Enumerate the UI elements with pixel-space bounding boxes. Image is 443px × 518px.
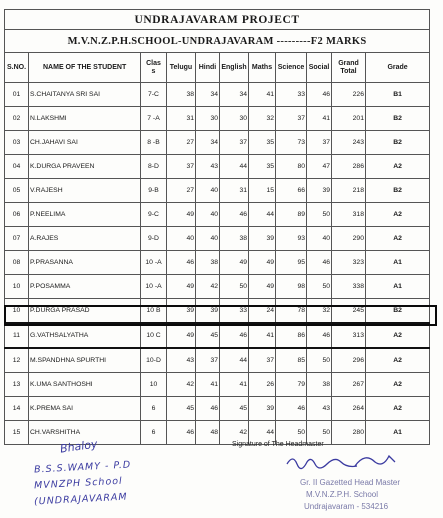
mark-science: 89 — [276, 203, 307, 227]
mark-hindi: 39 — [196, 299, 220, 324]
table-row — [5, 131, 430, 155]
mark-maths: 44 — [249, 421, 276, 445]
mark-telugu: 38 — [167, 83, 196, 107]
grand-total: 323 — [332, 251, 366, 275]
col-science: Science — [276, 53, 307, 83]
student-class: 9-C — [141, 203, 167, 227]
mark-telugu: 27 — [167, 131, 196, 155]
mark-science: 46 — [276, 397, 307, 421]
stamp-line-2: M.V.N.Z.P.H. School — [306, 490, 379, 499]
mark-maths: 41 — [249, 323, 276, 348]
mark-english: 46 — [220, 323, 249, 348]
student-name: A.RAJES — [29, 227, 141, 251]
student-name: M.SPANDHNA SPURTHI — [29, 348, 141, 373]
mark-social: 46 — [307, 83, 332, 107]
student-sno: 10 — [5, 275, 29, 299]
mark-hindi: 37 — [196, 348, 220, 373]
student-sno: 13 — [5, 373, 29, 397]
mark-telugu: 46 — [167, 251, 196, 275]
headmaster-signature-label: Signature of The Headmaster — [232, 441, 324, 448]
mark-english: 44 — [220, 348, 249, 373]
mark-hindi: 30 — [196, 107, 220, 131]
table-row — [5, 373, 430, 397]
mark-telugu: 49 — [167, 323, 196, 348]
grade-cell: A1 — [366, 275, 430, 299]
mark-telugu: 49 — [167, 203, 196, 227]
grand-total: 338 — [332, 275, 366, 299]
mark-maths: 39 — [249, 397, 276, 421]
mark-science: 93 — [276, 227, 307, 251]
mark-telugu: 31 — [167, 107, 196, 131]
student-class: 8-D — [141, 155, 167, 179]
mark-social: 41 — [307, 107, 332, 131]
mark-english: 44 — [220, 155, 249, 179]
grand-total: 218 — [332, 179, 366, 203]
table-row — [5, 107, 430, 131]
mark-science: 66 — [276, 179, 307, 203]
student-sno: 05 — [5, 179, 29, 203]
student-name: K.PREMA SAI — [29, 397, 141, 421]
subtitle-row — [5, 30, 430, 53]
grand-total: 201 — [332, 107, 366, 131]
student-class: 7 -A — [141, 107, 167, 131]
mark-hindi: 40 — [196, 203, 220, 227]
mark-telugu: 40 — [167, 227, 196, 251]
mark-telugu: 37 — [167, 155, 196, 179]
table-row — [5, 299, 430, 324]
student-class: 10 -A — [141, 275, 167, 299]
mark-english: 42 — [220, 421, 249, 445]
student-name: K.UMA SANTHOSHI — [29, 373, 141, 397]
student-sno: 02 — [5, 107, 29, 131]
col-grand-2: Total — [340, 67, 357, 75]
student-name: N.LAKSHMI — [29, 107, 141, 131]
grand-total: 245 — [332, 299, 366, 324]
mark-social: 50 — [307, 421, 332, 445]
title-row — [5, 10, 430, 30]
mark-english: 31 — [220, 179, 249, 203]
student-name: CH.VARSHITHA — [29, 421, 141, 445]
col-maths: Maths — [249, 53, 276, 83]
mark-maths: 49 — [249, 275, 276, 299]
grade-cell: B2 — [366, 299, 430, 324]
mark-social: 46 — [307, 251, 332, 275]
student-sno: 03 — [5, 131, 29, 155]
student-sno: 01 — [5, 83, 29, 107]
mark-english: 30 — [220, 107, 249, 131]
mark-english: 50 — [220, 275, 249, 299]
mark-hindi: 41 — [196, 373, 220, 397]
student-sno: 15 — [5, 421, 29, 445]
table-row — [5, 397, 430, 421]
table-row — [5, 251, 430, 275]
grand-total: 290 — [332, 227, 366, 251]
mark-maths: 37 — [249, 348, 276, 373]
mark-science: 73 — [276, 131, 307, 155]
mark-telugu: 39 — [167, 299, 196, 324]
student-class: 7-C — [141, 83, 167, 107]
mark-telugu: 42 — [167, 373, 196, 397]
stamp-line-1: Gr. II Gazetted Head Master — [300, 478, 401, 487]
student-rows — [5, 83, 430, 445]
mark-hindi: 43 — [196, 155, 220, 179]
grand-total: 280 — [332, 421, 366, 445]
grand-total: 296 — [332, 348, 366, 373]
mark-maths: 41 — [249, 83, 276, 107]
mark-social: 38 — [307, 373, 332, 397]
grade-cell: A2 — [366, 397, 430, 421]
mark-maths: 24 — [249, 299, 276, 324]
marks-table — [4, 9, 430, 445]
col-hindi: Hindi — [196, 53, 220, 83]
column-header-row — [5, 53, 430, 83]
student-name: P.DURGA PRASAD — [29, 299, 141, 324]
student-class: 8 -B — [141, 131, 167, 155]
mark-science: 80 — [276, 155, 307, 179]
student-sno: 14 — [5, 397, 29, 421]
mark-maths: 15 — [249, 179, 276, 203]
mark-science: 78 — [276, 299, 307, 324]
mark-social: 50 — [307, 203, 332, 227]
col-grand-total — [332, 53, 366, 83]
student-name: V.RAJESH — [29, 179, 141, 203]
student-sno: 10 — [5, 299, 29, 324]
student-class: 6 — [141, 421, 167, 445]
col-sno: S.NO. — [5, 53, 29, 83]
left-signature-school: MVNZPH School — [33, 475, 123, 492]
col-english: English — [220, 53, 249, 83]
grade-cell: A2 — [366, 373, 430, 397]
mark-telugu: 45 — [167, 397, 196, 421]
student-class: 6 — [141, 397, 167, 421]
grade-cell: A2 — [366, 203, 430, 227]
grade-cell: A1 — [366, 421, 430, 445]
mark-science: 33 — [276, 83, 307, 107]
mark-social: 50 — [307, 348, 332, 373]
mark-science: 79 — [276, 373, 307, 397]
mark-science: 37 — [276, 107, 307, 131]
left-signature-initials: Bhaloy — [59, 437, 99, 456]
mark-science: 85 — [276, 348, 307, 373]
grade-cell: A2 — [366, 348, 430, 373]
mark-social: 46 — [307, 323, 332, 348]
col-name: NAME OF THE STUDENT — [29, 53, 141, 83]
mark-social: 32 — [307, 299, 332, 324]
mark-hindi: 34 — [196, 131, 220, 155]
student-name: K.DURGA PRAVEEN — [29, 155, 141, 179]
mark-maths: 26 — [249, 373, 276, 397]
stamp-line-3: Undrajavaram - 534216 — [304, 502, 389, 511]
mark-english: 38 — [220, 227, 249, 251]
left-signature-place: (UNDRAJAVARAM — [33, 491, 128, 508]
headmaster-signature-scribble — [285, 450, 405, 472]
col-grand-1: Grand — [338, 59, 359, 67]
mark-telugu: 27 — [167, 179, 196, 203]
mark-hindi: 38 — [196, 251, 220, 275]
mark-social: 47 — [307, 155, 332, 179]
mark-english: 34 — [220, 83, 249, 107]
mark-hindi: 42 — [196, 275, 220, 299]
mark-maths: 35 — [249, 131, 276, 155]
mark-telugu: 46 — [167, 421, 196, 445]
mark-maths: 32 — [249, 107, 276, 131]
grand-total: 286 — [332, 155, 366, 179]
student-class: 9-D — [141, 227, 167, 251]
student-sno: 06 — [5, 203, 29, 227]
student-sno: 07 — [5, 227, 29, 251]
student-sno: 11 — [5, 323, 29, 348]
grade-cell: A1 — [366, 251, 430, 275]
mark-english: 46 — [220, 203, 249, 227]
mark-social: 39 — [307, 179, 332, 203]
mark-english: 45 — [220, 397, 249, 421]
mark-hindi: 40 — [196, 227, 220, 251]
table-row — [5, 155, 430, 179]
mark-social: 50 — [307, 275, 332, 299]
student-name: P.NEELIMA — [29, 203, 141, 227]
table-row — [5, 348, 430, 373]
table-row — [5, 323, 430, 348]
mark-science: 95 — [276, 251, 307, 275]
student-name: CH.JAHAVI SAI — [29, 131, 141, 155]
mark-english: 37 — [220, 131, 249, 155]
mark-maths: 49 — [249, 251, 276, 275]
grand-total: 267 — [332, 373, 366, 397]
mark-hindi: 48 — [196, 421, 220, 445]
school-title: M.V.N.Z.P.H.SCHOOL-UNDRAJAVARAM ---------F2 MARKS — [5, 30, 430, 53]
grade-cell: A2 — [366, 155, 430, 179]
mark-science: 86 — [276, 323, 307, 348]
student-class: 10 — [141, 373, 167, 397]
col-class — [141, 53, 167, 83]
grade-cell: B2 — [366, 131, 430, 155]
mark-english: 49 — [220, 251, 249, 275]
student-sno: 04 — [5, 155, 29, 179]
student-class: 10 -A — [141, 251, 167, 275]
grand-total: 313 — [332, 323, 366, 348]
student-sno: 08 — [5, 251, 29, 275]
mark-hindi: 46 — [196, 397, 220, 421]
col-class-1: Clas — [146, 59, 161, 67]
grade-cell: B1 — [366, 83, 430, 107]
grand-total: 243 — [332, 131, 366, 155]
student-name: P.POSAMMA — [29, 275, 141, 299]
left-signature-name: B.S.S.WAMY - P.D — [33, 459, 132, 476]
mark-english: 41 — [220, 373, 249, 397]
col-grade: Grade — [366, 53, 430, 83]
student-class: 10-D — [141, 348, 167, 373]
col-class-2: s — [151, 67, 156, 75]
student-sno: 12 — [5, 348, 29, 373]
mark-hindi: 34 — [196, 83, 220, 107]
mark-science: 50 — [276, 421, 307, 445]
student-name: P.PRASANNA — [29, 251, 141, 275]
mark-social: 40 — [307, 227, 332, 251]
grade-cell: B2 — [366, 107, 430, 131]
grade-cell: A2 — [366, 227, 430, 251]
grand-total: 226 — [332, 83, 366, 107]
mark-social: 37 — [307, 131, 332, 155]
table-row — [5, 179, 430, 203]
student-name: S.CHAITANYA SRI SAI — [29, 83, 141, 107]
table-row — [5, 83, 430, 107]
mark-telugu: 43 — [167, 348, 196, 373]
mark-maths: 35 — [249, 155, 276, 179]
col-social: Social — [307, 53, 332, 83]
grand-total: 264 — [332, 397, 366, 421]
mark-hindi: 40 — [196, 179, 220, 203]
table-row — [5, 227, 430, 251]
mark-english: 33 — [220, 299, 249, 324]
student-class: 9-B — [141, 179, 167, 203]
student-name: G.VATHSALYATHA — [29, 323, 141, 348]
mark-social: 43 — [307, 397, 332, 421]
mark-maths: 39 — [249, 227, 276, 251]
student-class: 10 B — [141, 299, 167, 324]
mark-science: 98 — [276, 275, 307, 299]
project-title: UNDRAJAVARAM PROJECT — [5, 10, 430, 30]
student-class: 10 C — [141, 323, 167, 348]
mark-hindi: 45 — [196, 323, 220, 348]
mark-maths: 44 — [249, 203, 276, 227]
table-row — [5, 203, 430, 227]
grade-cell: B2 — [366, 179, 430, 203]
grand-total: 318 — [332, 203, 366, 227]
table-row — [5, 275, 430, 299]
col-telugu: Telugu — [167, 53, 196, 83]
grade-cell: A2 — [366, 323, 430, 348]
mark-telugu: 49 — [167, 275, 196, 299]
